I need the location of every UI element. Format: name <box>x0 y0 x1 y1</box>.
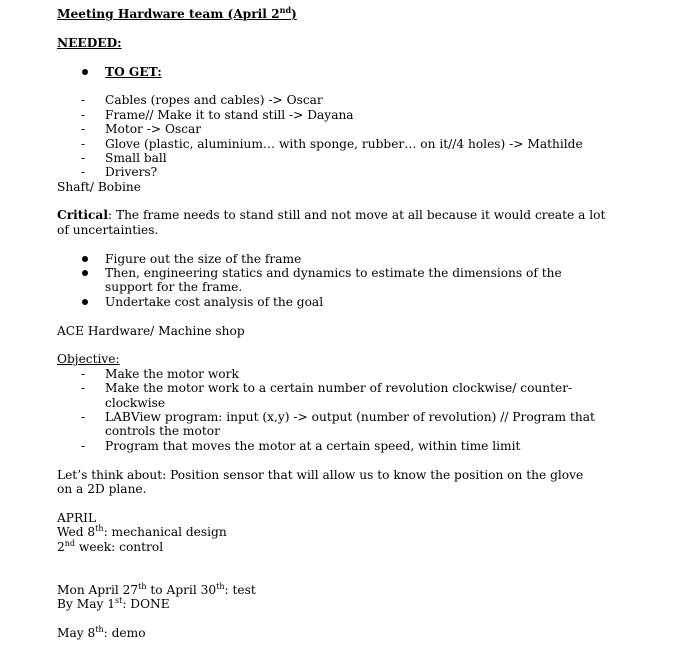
document-page <box>57 7 657 640</box>
list-item: - LABView program: input (x,y) -> output (number of revolution) // Program that controls the motor <box>81 410 595 439</box>
think-paragraph: Let’s think about: Position sensor that will allow us to know the position on the glove on a 2D plane. <box>57 467 584 497</box>
dash-icon: - <box>81 122 86 137</box>
objective-list <box>57 367 657 453</box>
april-heading: APRIL <box>57 510 97 525</box>
page-title: Meeting Hardware team (April 2nd) <box>57 5 297 21</box>
to-get-list <box>57 93 657 179</box>
list-item: - Cables (ropes and cables) -> Oscar <box>81 93 323 108</box>
list-item: - Motor -> Oscar <box>81 122 202 137</box>
list-item: - Glove (plastic, aluminium… with sponge, rubber… on it//4 holes) -> Mathilde <box>81 136 583 151</box>
schedule-week: 2nd week: control <box>57 538 164 554</box>
bullet-icon <box>82 256 88 262</box>
bullet-icon <box>82 270 88 276</box>
list-item: - Drivers? <box>81 165 158 180</box>
dash-icon: - <box>81 381 86 396</box>
dash-icon: - <box>81 93 86 108</box>
dash-icon: - <box>81 165 86 180</box>
ace-line: ACE Hardware/ Machine shop <box>57 323 245 338</box>
list-item: Undertake cost analysis of the goal <box>57 295 657 309</box>
bullet-icon <box>82 69 88 75</box>
critical-bullets <box>57 252 657 310</box>
needed-heading: NEEDED: <box>57 35 122 50</box>
dash-icon: - <box>81 107 86 122</box>
schedule-test: Mon April 27th to April 30th: test <box>57 581 256 597</box>
list-item: - Make the motor work <box>81 366 239 381</box>
dash-icon: - <box>81 410 86 425</box>
schedule-wed: Wed 8th: mechanical design <box>57 524 227 540</box>
list-item: - Program that moves the motor at a certain speed, within time limit <box>81 438 521 453</box>
list-item: - Small ball <box>81 150 167 165</box>
critical-paragraph: Critical: The frame needs to stand still and not move at all because it would create a lot of uncertainties. <box>57 208 606 237</box>
schedule-done: By May 1st: DONE <box>57 596 170 612</box>
list-item: - Make the motor work to a certain number of revolution clockwise/ counter-clockwise <box>81 381 573 410</box>
to-get-heading: TO GET: <box>57 65 657 79</box>
dash-icon: - <box>81 438 86 453</box>
shaft-line: Shaft/ Bobine <box>57 179 141 194</box>
list-item: Then, engineering statics and dynamics to estimate the dimensions of the support for the frame. <box>57 266 595 295</box>
schedule-demo: May 8th: demo <box>57 624 146 640</box>
objective-heading: Objective: <box>57 352 120 367</box>
dash-icon: - <box>81 136 86 151</box>
list-item: - Frame// Make it to stand still -> Dayana <box>81 107 354 122</box>
dash-icon: - <box>81 150 86 165</box>
list-item: Figure out the size of the frame <box>57 252 657 266</box>
dash-icon: - <box>81 366 86 381</box>
bullet-icon <box>82 299 88 305</box>
